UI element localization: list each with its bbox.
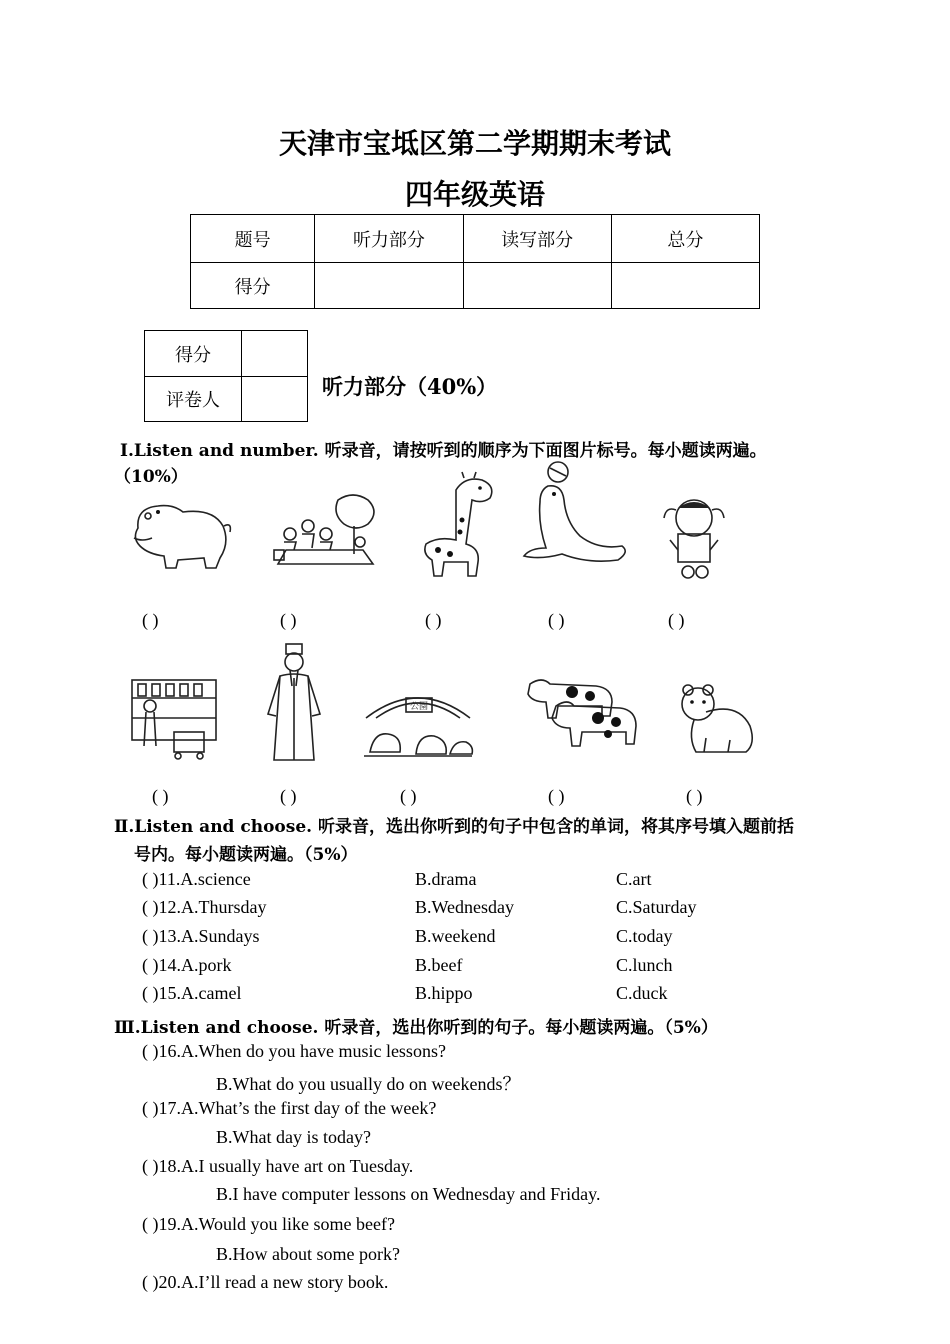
q17-option-b: B.What day is today?: [216, 1127, 371, 1147]
score-table: [190, 214, 760, 309]
q12-option-a[interactable]: ( )12.A.Thursday: [142, 897, 267, 917]
exam-title: 天津市宝坻区第二学期期末考试: [278, 127, 671, 160]
section1-instructions: Ⅰ.Listen and number. 听录音，请按听到的顺序为下面图片标号。每小题读两遍。: [120, 441, 767, 461]
hippo-picture: [128, 498, 233, 570]
q14-option-c: C.lunch: [616, 955, 673, 975]
q11-option-a[interactable]: ( )11.A.science: [142, 869, 251, 889]
girl-reading-picture: [656, 490, 734, 580]
answer-bracket-9[interactable]: ( ): [548, 786, 565, 806]
q19-option-a[interactable]: ( )19.A.Would you like some beef?: [142, 1214, 395, 1234]
grader-box: [144, 330, 308, 422]
q16-option-a[interactable]: ( )16.A.When do you have music lessons?: [142, 1041, 446, 1061]
answer-bracket-3[interactable]: ( ): [425, 610, 442, 630]
grader-score-label: 得分: [145, 331, 242, 377]
grader-name-label: 评卷人: [145, 377, 242, 422]
q19-option-b: B.How about some pork?: [216, 1244, 400, 1264]
q17-option-a[interactable]: ( )17.A.What’s the first day of the week?: [142, 1098, 437, 1118]
cows-picture: [516, 672, 642, 754]
score-cell-listening[interactable]: [315, 263, 463, 309]
supermarket-picture: [128, 676, 218, 762]
q18-option-b: B.I have computer lessons on Wednesday and Friday.: [216, 1184, 601, 1204]
score-header-total: 总分: [611, 215, 759, 263]
exam-subtitle: 四年级英语: [404, 178, 545, 211]
bear-picture: [676, 682, 756, 756]
q13-option-c: C.today: [616, 926, 673, 946]
score-row-label: 得分: [191, 263, 315, 309]
q13-option-a[interactable]: ( )13.A.Sundays: [142, 926, 260, 946]
q15-option-b: B.hippo: [415, 983, 473, 1003]
q11-option-b: B.drama: [415, 869, 477, 889]
grader-name-cell[interactable]: [242, 377, 308, 422]
answer-bracket-5[interactable]: ( ): [668, 610, 685, 630]
score-cell-total[interactable]: [611, 263, 759, 309]
section2-instructions-cont: 号内。每小题读两遍。（5%）: [134, 845, 358, 865]
park-sign: 公園: [410, 702, 429, 712]
park-picture: [360, 682, 476, 762]
score-header-readwrite: 读写部分: [463, 215, 611, 263]
q16-option-b: B.What do you usually do on weekends？: [216, 1074, 521, 1094]
section1-percent: （10%）: [114, 467, 188, 487]
picnic-picture: [268, 490, 383, 576]
score-header-listening: 听力部分: [315, 215, 463, 263]
answer-bracket-8[interactable]: ( ): [400, 786, 417, 806]
score-cell-readwrite[interactable]: [463, 263, 611, 309]
answer-bracket-10[interactable]: ( ): [686, 786, 703, 806]
q13-option-b: B.weekend: [415, 926, 496, 946]
q14-option-a[interactable]: ( )14.A.pork: [142, 955, 232, 975]
grader-score-cell[interactable]: [242, 331, 308, 377]
q20-option-a[interactable]: ( )20.A.I’ll read a new story book.: [142, 1272, 389, 1292]
ancient-man-picture: [262, 640, 330, 768]
section3-instructions: Ⅲ.Listen and choose. 听录音，选出你听到的句子。每小题读两遍。（5%）: [114, 1018, 718, 1038]
q12-option-c: C.Saturday: [616, 897, 697, 917]
section2-instructions: Ⅱ.Listen and choose. 听录音，选出你听到的句子中包含的单词，将其序号填入题前括: [114, 817, 794, 837]
answer-bracket-6[interactable]: ( ): [152, 786, 169, 806]
q11-option-c: C.art: [616, 869, 652, 889]
score-header-number: 题号: [191, 215, 315, 263]
q12-option-b: B.Wednesday: [415, 897, 515, 917]
q14-option-b: B.beef: [415, 955, 463, 975]
q15-option-a[interactable]: ( )15.A.camel: [142, 983, 242, 1003]
seal-picture: [518, 460, 633, 570]
giraffe-picture: [410, 470, 496, 580]
answer-bracket-2[interactable]: ( ): [280, 610, 297, 630]
q15-option-c: C.duck: [616, 983, 668, 1003]
answer-bracket-1[interactable]: ( ): [142, 610, 159, 630]
q18-option-a[interactable]: ( )18.A.I usually have art on Tuesday.: [142, 1156, 414, 1176]
listening-header: 听力部分（40%）: [322, 374, 498, 399]
answer-bracket-7[interactable]: ( ): [280, 786, 297, 806]
answer-bracket-4[interactable]: ( ): [548, 610, 565, 630]
